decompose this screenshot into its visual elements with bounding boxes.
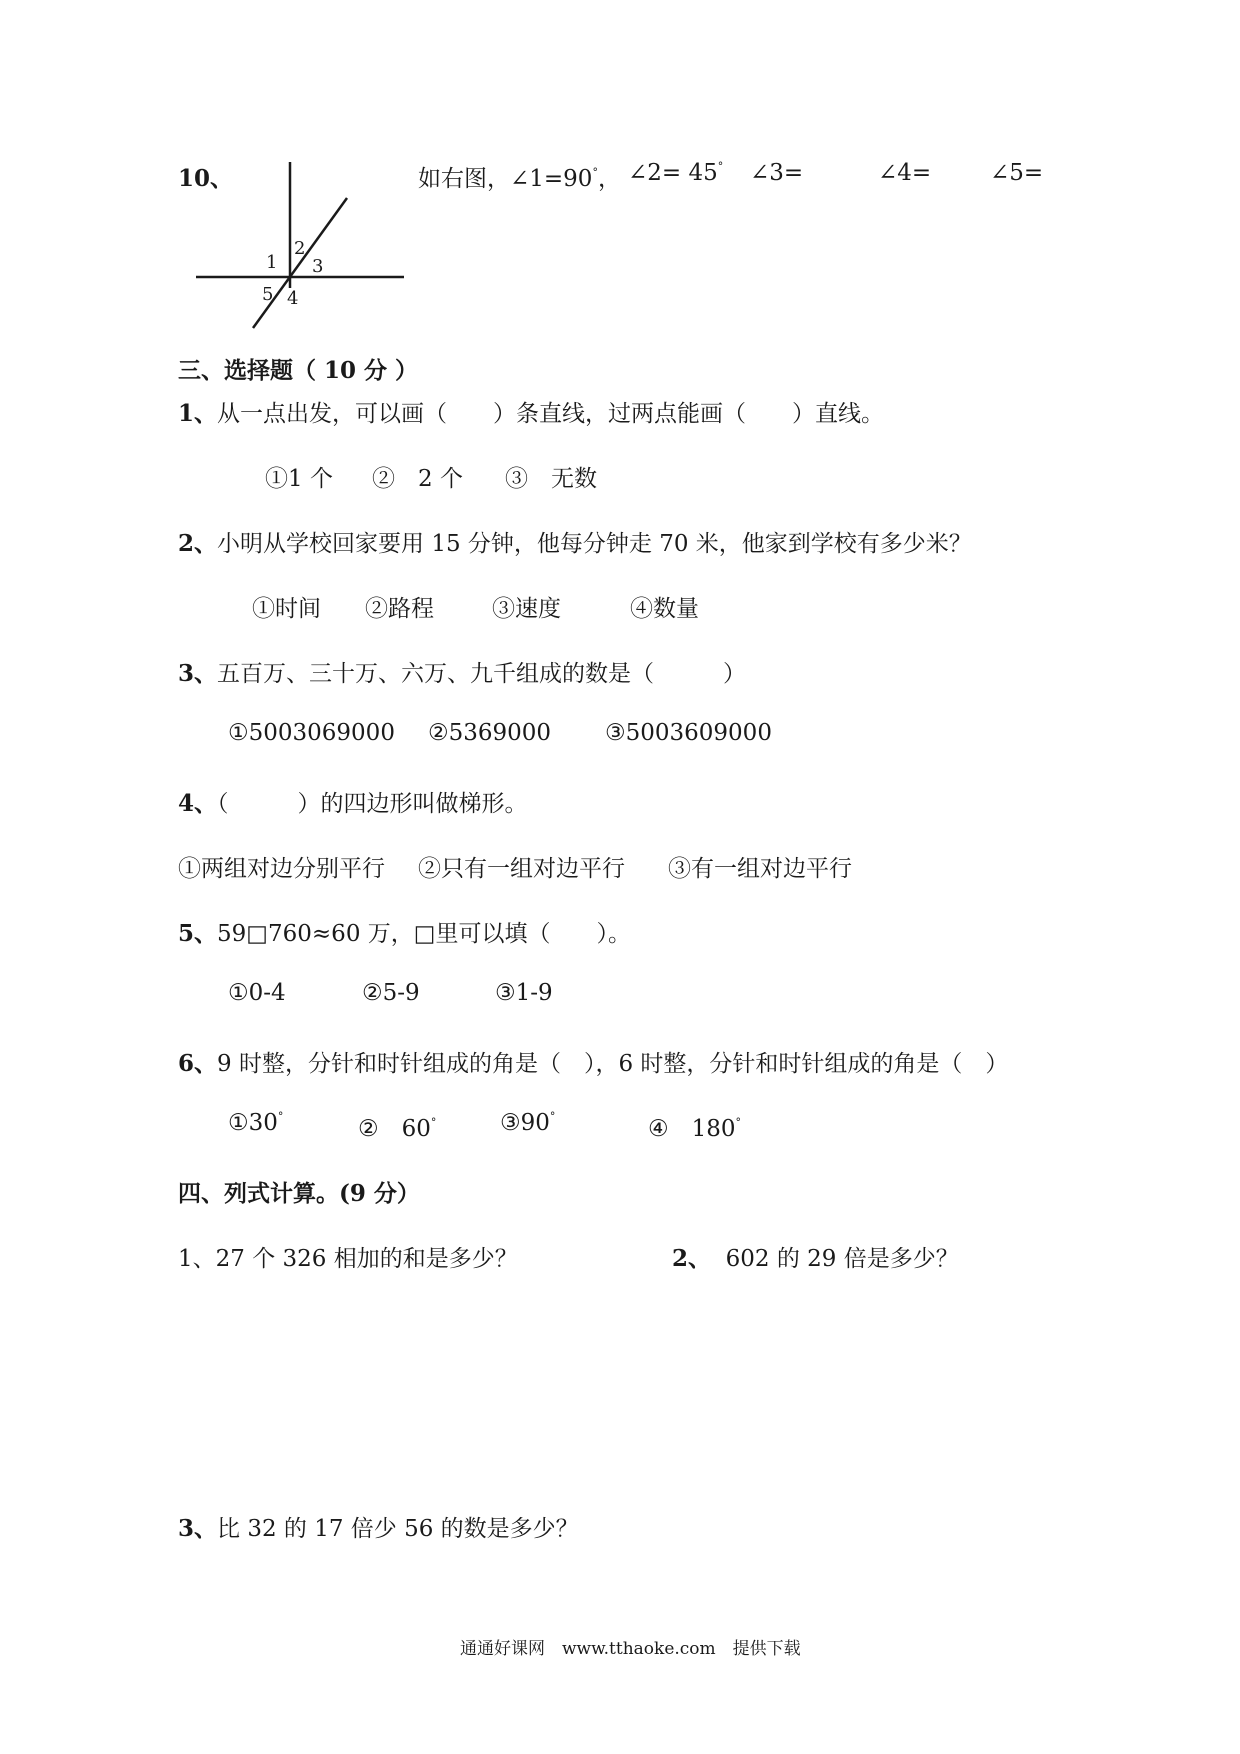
s3-q2: [178, 525, 972, 558]
s3-q6-option-3: [500, 1110, 555, 1136]
s3-q2-text: 小明从学校回家要用 15 分钟，他每分钟走 70 米，他家到学校有多少米？: [217, 531, 972, 557]
degree-mark: °: [592, 166, 598, 179]
s3-q4-option-3: ③有一组对边平行: [668, 856, 852, 882]
s3-q4-number: 4、: [178, 790, 218, 817]
s3-q1-option-3: ③ 无数: [505, 466, 597, 492]
s3-q6: [178, 1045, 1008, 1078]
s3-q3-option-3: ③5003609000: [605, 720, 772, 746]
q10-angle-2-text: ∠2= 45: [628, 160, 718, 186]
s3-q1-option-1: ①1 个: [265, 466, 333, 492]
s3-q5: [178, 915, 631, 948]
q10-angle-2: [628, 160, 723, 186]
s3-q1-text: 从一点出发，可以画（ ）条直线，过两点能画（ ）直线。: [217, 401, 885, 427]
s3-q5-option-3: ③1-9: [495, 980, 553, 1006]
s3-q2-option-1: ①时间: [252, 596, 321, 622]
q10-number: 10、: [178, 165, 234, 192]
s3-q1-option-2: ② 2 个: [372, 466, 463, 492]
s3-q4-text: （ ）的四边形叫做梯形。: [217, 791, 528, 817]
s3-q3-text: 五百万、三十万、六万、九千组成的数是（ ）: [217, 661, 747, 687]
s3-q4: [178, 785, 528, 818]
s3-q4-option-2: ②只有一组对边平行: [418, 856, 625, 882]
intersecting-lines-figure: [190, 160, 420, 335]
s3-q5-number: 5、: [178, 920, 218, 947]
q10-angle-3: ∠3=: [750, 160, 804, 186]
s3-q6-option-2-text: ② 60: [358, 1116, 431, 1142]
q10-angle-5: ∠5=: [990, 160, 1044, 186]
s4-q2-number: 2、: [672, 1245, 712, 1272]
figure-label-2: 2: [294, 238, 306, 259]
s3-q2-option-4: ④数量: [630, 596, 699, 622]
s3-q5-text: 59□760≈60 万，□里可以填（ ）。: [217, 921, 631, 947]
s3-q6-option-2: [358, 1110, 436, 1143]
s3-q1: [178, 395, 884, 428]
s3-q6-text: 9 时整，分针和时针组成的角是（ ），6 时整，分针和时针组成的角是（ ）: [217, 1051, 1009, 1077]
s3-q6-number: 6、: [178, 1050, 218, 1077]
q10-angle-4: ∠4=: [878, 160, 932, 186]
s3-q3-option-1: ①5003069000: [228, 720, 395, 746]
s4-q1: 1、27 个 326 相加的和是多少？: [178, 1246, 518, 1272]
s3-q6-option-4-text: ④ 180: [648, 1116, 736, 1142]
figure-label-1: 1: [266, 252, 278, 273]
figure-label-4: 4: [287, 288, 299, 309]
s3-q5-option-2: ②5-9: [362, 980, 420, 1006]
s3-q6-option-4: [648, 1110, 741, 1143]
degree-mark: °: [735, 1116, 742, 1129]
q10-text: 如右图，∠1=90: [418, 166, 593, 192]
s3-q3-number: 3、: [178, 660, 218, 687]
degree-mark: °: [430, 1116, 437, 1129]
q10-separator: ，: [597, 166, 621, 192]
s4-q3-text: 比 32 的 17 倍少 56 的数是多少？: [217, 1516, 579, 1542]
figure-label-5: 5: [262, 284, 274, 305]
s3-q6-option-3-text: ③90: [500, 1110, 550, 1136]
q10-angle-1: [418, 160, 621, 193]
s3-q2-option-2: ②路程: [365, 596, 434, 622]
degree-mark: °: [549, 1110, 556, 1123]
s3-q6-option-1: [228, 1110, 283, 1136]
degree-mark: °: [717, 160, 724, 173]
s3-q3-option-2: ②5369000: [428, 720, 552, 746]
degree-mark: °: [277, 1110, 284, 1123]
figure-label-3: 3: [312, 256, 324, 277]
s4-q2-text: 602 的 29 倍是多少？: [725, 1246, 959, 1272]
s4-q3-number: 3、: [178, 1515, 218, 1542]
s3-q3: [178, 655, 746, 688]
s4-q2: [672, 1240, 959, 1273]
s3-q2-number: 2、: [178, 530, 218, 557]
s3-q2-option-3: ③速度: [492, 596, 561, 622]
s3-q5-option-1: ①0-4: [228, 980, 286, 1006]
s3-q6-option-1-text: ①30: [228, 1110, 278, 1136]
s3-q1-number: 1、: [178, 400, 218, 427]
section3-title: 三、选择题（ 10 分 ）: [178, 357, 419, 384]
section4-title: 四、列式计算。(9 分）: [178, 1180, 420, 1207]
s4-q3: [178, 1510, 579, 1543]
footer-text: 通通好课网 www.tthaoke.com 提供下载: [460, 1639, 801, 1659]
s3-q4-option-1: ①两组对边分别平行: [178, 856, 385, 882]
